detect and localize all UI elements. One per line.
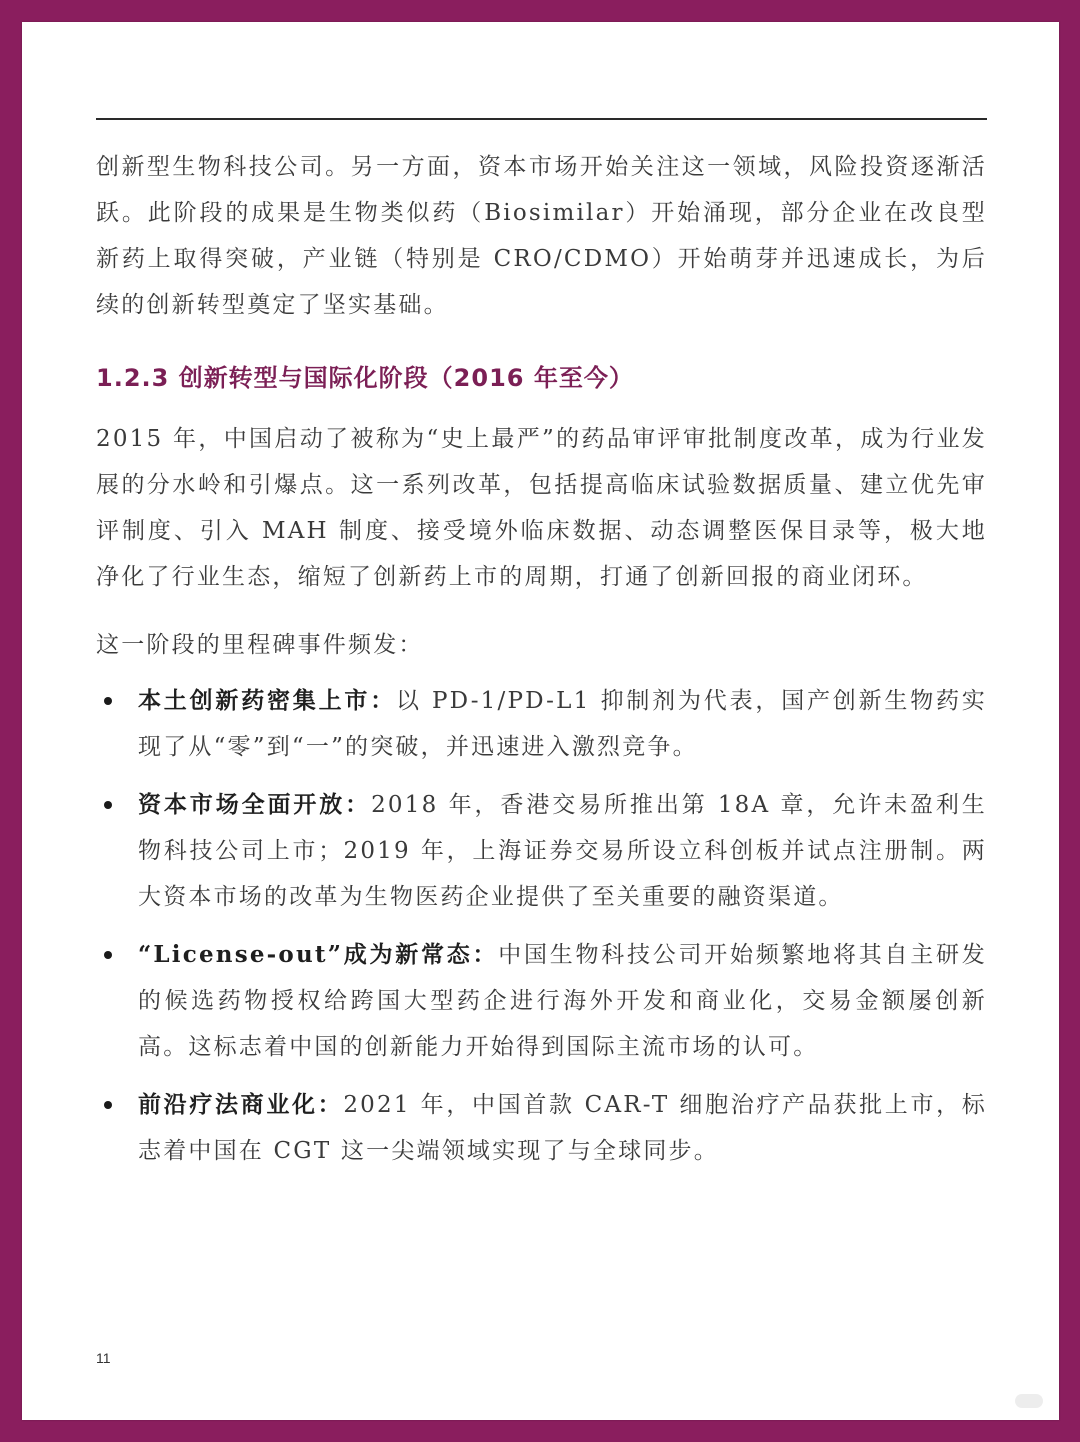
- header-rule: [96, 118, 987, 120]
- milestone-item: [96, 678, 987, 770]
- milestone-title: 资本市场全面开放：: [138, 791, 372, 818]
- milestone-item: [96, 1082, 987, 1174]
- milestone-text: 中国生物科技公司开始频繁地将其自主研发的候选药物授权给跨国大型药企进行海外开发和商业化，交易金额屡创新高。这标志着中国的创新能力开始得到国际主流市场的认可。: [138, 942, 988, 1060]
- milestone-item: [96, 932, 987, 1070]
- milestone-item: [96, 782, 987, 920]
- bullet-icon: [104, 697, 112, 705]
- body-paragraph: 2015 年，中国启动了被称为“史上最严”的药品审评审批制度改革，成为行业发展的分水岭和引爆点。这一系列改革，包括提高临床试验数据质量、建立优先审评制度、引入 MAH 制度、接受境外临床数据、动态调整医保目录等，极大地净化了行业生态，缩短了创新药上市的周期，打通了创新回报的商业闭环。: [96, 426, 987, 590]
- milestones-lead-in: 这一阶段的里程碑事件频发：: [96, 632, 424, 658]
- milestone-title: 本土创新药密集上市：: [138, 687, 397, 714]
- milestone-text: 2021 年，中国首款 CAR-T 细胞治疗产品获批上市，标志着中国在 CGT 这一尖端领域实现了与全球同步。: [138, 1092, 987, 1164]
- milestone-title: “License-out”成为新常态：: [138, 941, 499, 968]
- bullet-icon: [104, 1101, 112, 1109]
- intro-paragraph: 创新型生物科技公司。另一方面，资本市场开始关注这一领域，风险投资逐渐活跃。此阶段的成果是生物类似药（Biosimilar）开始涌现，部分企业在改良型新药上取得突破，产业链（特别是 CRO/CDMO）开始萌芽并迅速成长，为后续的创新转型奠定了坚实基础。: [96, 154, 987, 318]
- corner-watermark: [1015, 1394, 1043, 1408]
- milestone-list: [96, 678, 987, 1174]
- document-page: [22, 22, 1059, 1420]
- milestone-text: 2018 年，香港交易所推出第 18A 章，允许未盈利生物科技公司上市；2019 年，上海证券交易所设立科创板并试点注册制。两大资本市场的改革为生物医药企业提供了至关重要的融资渠道。: [138, 792, 987, 910]
- page-number: 11: [96, 1350, 111, 1366]
- page-content: [96, 144, 987, 1186]
- section-heading: 1.2.3 创新转型与国际化阶段（2016 年至今）: [96, 364, 634, 392]
- bullet-icon: [104, 951, 112, 959]
- milestone-title: 前沿疗法商业化：: [138, 1091, 344, 1118]
- bullet-icon: [104, 801, 112, 809]
- milestone-text: 以 PD-1/PD-L1 抑制剂为代表，国产创新生物药实现了从“零”到“一”的突破，并迅速进入激烈竞争。: [138, 688, 988, 760]
